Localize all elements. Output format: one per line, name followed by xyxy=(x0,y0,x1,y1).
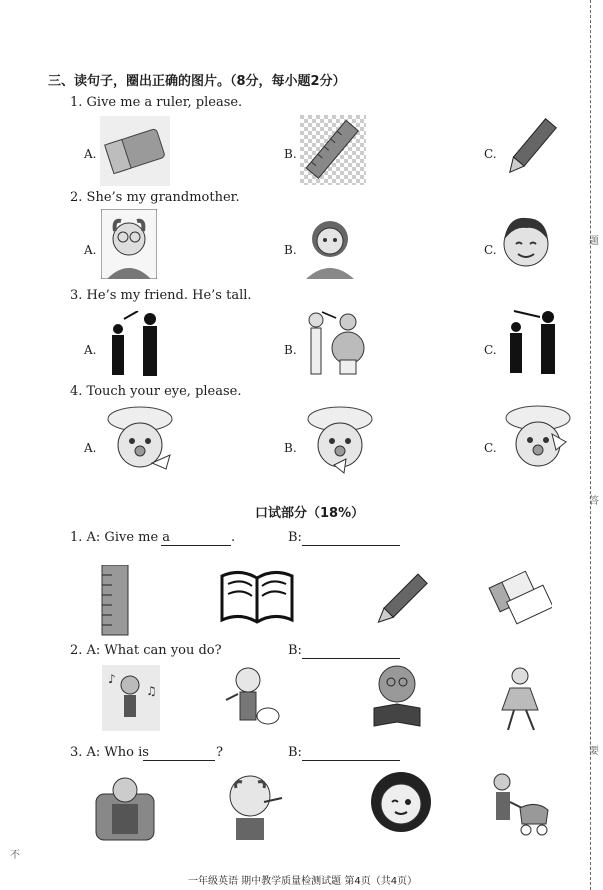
oral-q1-b: B: xyxy=(288,530,302,545)
clown-touch-eye-picture[interactable] xyxy=(502,404,574,474)
painting-boy-picture xyxy=(220,664,282,734)
question-3: 3. He’s my friend. He’s tall. xyxy=(70,288,252,303)
svg-text:♫: ♫ xyxy=(146,684,157,698)
grandfather-picture xyxy=(220,772,286,842)
tall-boy-a-picture[interactable] xyxy=(104,311,166,377)
oral-q3-a: 3. A: Who is xyxy=(70,745,149,760)
oral-q2-b-blank[interactable] xyxy=(302,658,400,659)
option-a-label: A. xyxy=(84,441,97,455)
ruler-picture xyxy=(98,565,132,637)
clown-touch-nose-picture[interactable] xyxy=(104,405,176,475)
oral-q1-a-blank[interactable] xyxy=(161,545,231,546)
question-2: 2. She’s my grandmother. xyxy=(70,190,240,205)
grandmother-chair-picture xyxy=(92,770,158,844)
side-mark-1: 题 xyxy=(589,236,599,247)
option-a-label: A. xyxy=(84,243,97,257)
page-footer: 一年级英语 期中教学质量检测试题 第4页（共4页） xyxy=(188,876,418,887)
father-stroller-picture xyxy=(486,772,552,842)
option-a-label: A. xyxy=(84,343,97,357)
section-title: 三、读句子，圈出正确的图片。（8分，每小题2分） xyxy=(48,74,346,89)
oral-q2-a: 2. A: What can you do? xyxy=(70,643,222,658)
option-c-label: C. xyxy=(484,243,497,257)
oral-q3-b: B: xyxy=(288,745,302,760)
option-b-label: B. xyxy=(284,243,297,257)
oral-q1-a: 1. A: Give me a xyxy=(70,530,171,545)
side-mark-2: 答 xyxy=(589,496,599,507)
pencil-picture[interactable] xyxy=(500,112,562,182)
girl-wink-picture xyxy=(368,770,434,844)
option-a-label: A. xyxy=(84,147,97,161)
question-4: 4. Touch your eye, please. xyxy=(70,384,242,399)
grandmother-picture[interactable] xyxy=(302,207,358,279)
oral-q3-b-blank[interactable] xyxy=(302,760,400,761)
oral-section-title: 口试部分（18%） xyxy=(255,506,365,521)
option-c-label: C. xyxy=(484,441,497,455)
tall-boy-c-picture[interactable] xyxy=(504,309,562,375)
clown-touch-mouth-picture[interactable] xyxy=(304,405,376,475)
book-picture xyxy=(218,568,296,630)
oral-q3-a-blank[interactable] xyxy=(143,760,215,761)
singing-boy-picture xyxy=(102,665,160,731)
question-1: 1. Give me a ruler, please. xyxy=(70,95,243,110)
side-mark-3: 要 xyxy=(589,746,599,757)
svg-text:♪: ♪ xyxy=(108,672,116,686)
dancing-girl-picture xyxy=(490,664,548,734)
option-c-label: C. xyxy=(484,147,497,161)
option-b-label: B. xyxy=(284,147,297,161)
oral-q1-period: . xyxy=(231,530,236,545)
option-c-label: C. xyxy=(484,343,497,357)
reading-boy-picture xyxy=(368,664,426,732)
oral-q1-b-blank[interactable] xyxy=(302,545,400,546)
two-girls-picture[interactable] xyxy=(302,310,374,376)
grandfather-picture[interactable] xyxy=(101,209,157,279)
eraser-picture[interactable] xyxy=(100,116,170,186)
oral-q3-qmark: ? xyxy=(216,745,223,760)
option-b-label: B. xyxy=(284,441,297,455)
side-mark-4: 不 xyxy=(10,850,20,861)
option-b-label: B. xyxy=(284,343,297,357)
oral-q2-b: B: xyxy=(288,643,302,658)
ruler-picture[interactable] xyxy=(300,115,366,185)
pencil-picture xyxy=(368,570,434,632)
erasers-picture xyxy=(486,560,552,626)
boy-picture[interactable] xyxy=(500,210,552,272)
